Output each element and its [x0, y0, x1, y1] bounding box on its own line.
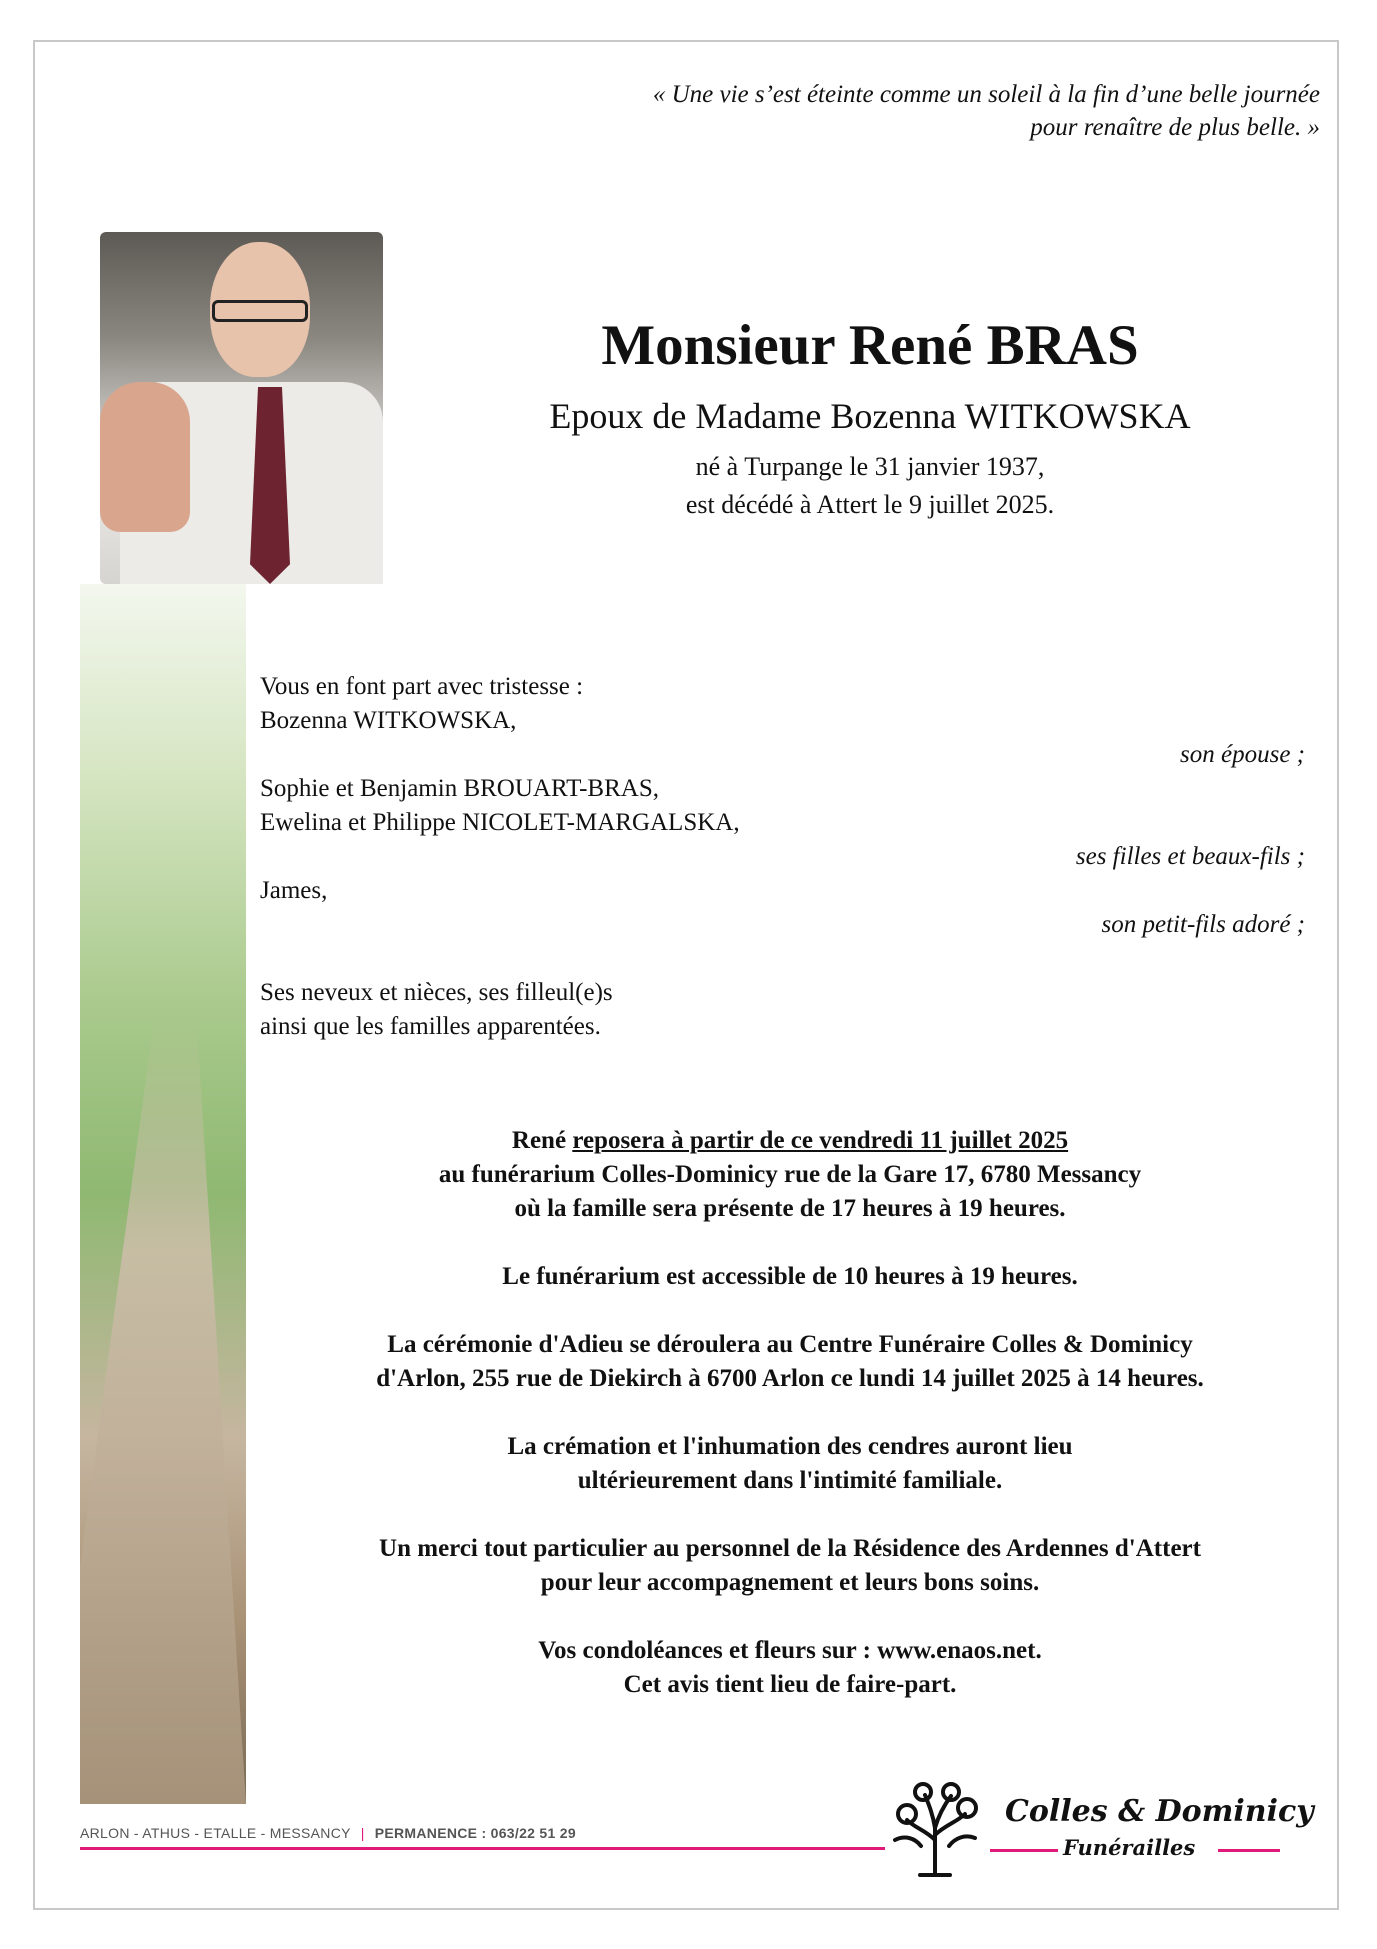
birth-death-dates [500, 448, 1240, 524]
family-intro: Vous en font part avec tristesse : [260, 673, 584, 700]
spouse-line: Epoux de Madame Bozenna WITKOWSKA [549, 396, 1191, 436]
brand-subtitle: Funérailles [1063, 1835, 1196, 1860]
notice-visitation-date: reposera à partir de ce vendredi 11 juillet 2025 [572, 1127, 1069, 1154]
notice-condolences [260, 1634, 1320, 1702]
family-member: Ses neveux et nièces, ses filleul(e)s [260, 979, 613, 1006]
portrait-photo [100, 232, 383, 584]
family-relation: son petit-fils adoré ; [1101, 911, 1305, 938]
family-member: Bozenna WITKOWSKA, [260, 707, 517, 734]
notice-text: où la famille sera présente de 17 heures à 19 heures. [514, 1195, 1066, 1222]
family-relation: son épouse ; [1180, 741, 1305, 768]
notice-visitation [260, 1124, 1320, 1226]
notice-text: pour leur accompagnement et leurs bons soins. [540, 1569, 1040, 1596]
epitaph-quote [420, 78, 1320, 144]
notice-cremation [260, 1430, 1320, 1498]
notice-text: Vos condoléances et fleurs sur : www.enaos.net. [538, 1637, 1042, 1664]
notice-hours [260, 1260, 1320, 1294]
funeral-notice [260, 1124, 1320, 1736]
forest-path-image [80, 584, 246, 1804]
quote-line-1: « Une vie s’est éteinte comme un soleil à la fin d’une belle journée [652, 81, 1320, 108]
footer-divider [80, 1847, 885, 1850]
funeral-home-logo [885, 1780, 1314, 1880]
notice-text: ultérieurement dans l'intimité familiale. [577, 1467, 1003, 1494]
notice-text: d'Arlon, 255 rue de Diekirch à 6700 Arlon ce lundi 14 juillet 2025 à 14 heures. [376, 1365, 1204, 1392]
family-member: James, [260, 877, 328, 904]
notice-ceremony [260, 1328, 1320, 1396]
footer-locations: ARLON - ATHUS - ETALLE - MESSANCY [80, 1825, 351, 1841]
brand-name: Colles & Dominicy [1005, 1794, 1314, 1829]
family-member: Sophie et Benjamin BROUART-BRAS, [260, 775, 659, 802]
family-list [260, 670, 1310, 1044]
family-member: Ewelina et Philippe NICOLET-MARGALSKA, [260, 809, 740, 836]
notice-text: La cérémonie d'Adieu se déroulera au Centre Funéraire Colles & Dominicy [387, 1331, 1193, 1358]
notice-text: Cet avis tient lieu de faire-part. [623, 1671, 957, 1698]
notice-text: au funérarium Colles-Dominicy rue de la Gare 17, 6780 Messancy [438, 1161, 1142, 1188]
family-member: ainsi que les familles apparentées. [260, 1013, 601, 1040]
family-relation: ses filles et beaux-fils ; [1075, 843, 1305, 870]
footer-info [80, 1825, 576, 1841]
notice-text: René [511, 1127, 573, 1154]
notice-thanks [260, 1532, 1320, 1600]
tree-icon [885, 1780, 985, 1880]
notice-text: La crémation et l'inhumation des cendres auront lieu [507, 1433, 1073, 1460]
death-line: est décédé à Attert le 9 juillet 2025. [685, 490, 1055, 519]
footer-separator: | [360, 1825, 365, 1841]
birth-line: né à Turpange le 31 janvier 1937, [695, 452, 1045, 481]
footer-permanence: PERMANENCE : 063/22 51 29 [374, 1825, 576, 1841]
deceased-name: Monsieur René BRAS [601, 314, 1139, 377]
notice-text: Un merci tout particulier au personnel de la Résidence des Ardennes d'Attert [379, 1535, 1201, 1562]
quote-line-2: pour renaître de plus belle. » [1030, 114, 1320, 141]
notice-text: Le funérarium est accessible de 10 heures à 19 heures. [502, 1263, 1078, 1290]
